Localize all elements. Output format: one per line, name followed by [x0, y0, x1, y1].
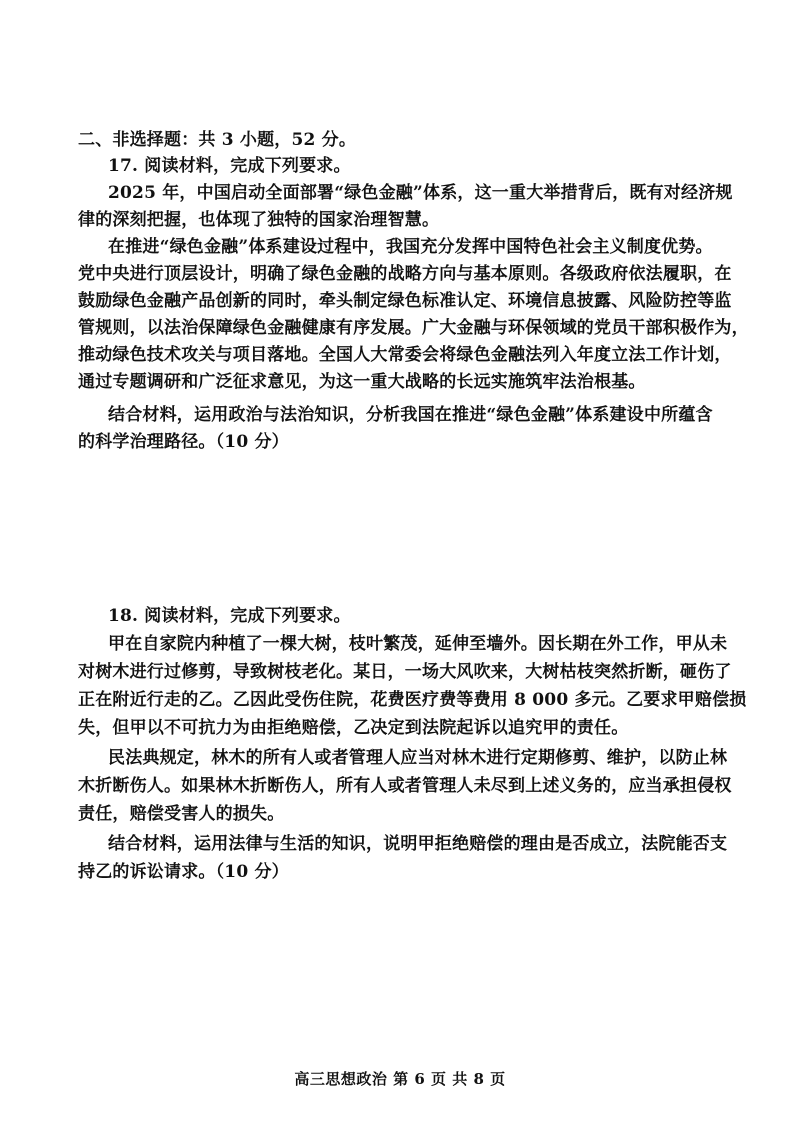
- q18-para1-line2: 对树木进行过修剪，导致树枝老化。某日，一场大风吹来，大树枯枝突然折断，砸伤了: [78, 662, 732, 682]
- q17-question-line2: 的科学治理路径。（10 分）: [78, 432, 289, 452]
- q18-question-line1: 结合材料，运用法律与生活的知识，说明甲拒绝赔偿的理由是否成立，法院能否支: [108, 834, 728, 854]
- q18-para1-line4: 失，但甲以不可抗力为由拒绝赔偿，乙决定到法院起诉以追究甲的责任。: [78, 718, 629, 738]
- q17-para2-line4: 管规则，以法治保障绿色金融健康有序发展。广大金融与环保领域的党员干部积极作为，: [78, 318, 749, 338]
- q17-para2-line2: 党中央进行顶层设计，明确了绿色金融的战略方向与基本原则。各级政府依法履职，在: [78, 264, 732, 284]
- q18-para2-line2: 木折断伤人。如果林木折断伤人，所有人或者管理人未尽到上述义务的，应当承担侵权: [78, 776, 732, 796]
- q17-para2-line6: 通过专题调研和广泛征求意见，为这一重大战略的长远实施筑牢法治根基。: [78, 372, 646, 392]
- q18-para1-line3: 正在附近行走的乙。乙因此受伤住院，花费医疗费等费用 8 000 多元。乙要求甲赔偿损: [78, 690, 747, 710]
- q17-question-line1: 结合材料，运用政治与法治知识，分析我国在推进“绿色金融”体系建设中所蕴含: [108, 405, 713, 425]
- q17-para1-line2: 律的深刻把握，也体现了独特的国家治理智慧。: [78, 210, 440, 230]
- q18-para2-line1: 民法典规定，林木的所有人或者管理人应当对林木进行定期修剪、维护，以防止林: [108, 748, 728, 768]
- q17-para1-line1: 2025 年，中国启动全面部署“绿色金融”体系，这一重大举措背后，既有对经济规: [108, 183, 733, 203]
- q17-para2-line3: 鼓励绿色金融产品创新的同时，牵头制定绿色标准认定、环境信息披露、风险防控等监: [78, 291, 732, 311]
- q17-para2-line5: 推动绿色技术攻关与项目落地。全国人大常委会将绿色金融法列入年度立法工作计划，: [78, 345, 732, 365]
- page-footer: 高三思想政治 第 6 页 共 8 页: [294, 1070, 506, 1088]
- q18-para2-line3: 责任，赔偿受害人的损失。: [78, 804, 285, 824]
- section-heading: 二、非选择题：共 3 小题，52 分。: [78, 130, 357, 150]
- q18-para1-line1: 甲在自家院内种植了一棵大树，枝叶繁茂，延伸至墙外。因长期在外工作，甲从未: [108, 634, 728, 654]
- q18-question-line2: 持乙的诉讼请求。（10 分）: [78, 862, 289, 882]
- q17-para2-line1: 在推进“绿色金融”体系建设过程中，我国充分发挥中国特色社会主义制度优势。: [108, 237, 713, 257]
- q18-title: 18. 阅读材料，完成下列要求。: [108, 606, 351, 626]
- q17-title: 17. 阅读材料，完成下列要求。: [108, 156, 351, 176]
